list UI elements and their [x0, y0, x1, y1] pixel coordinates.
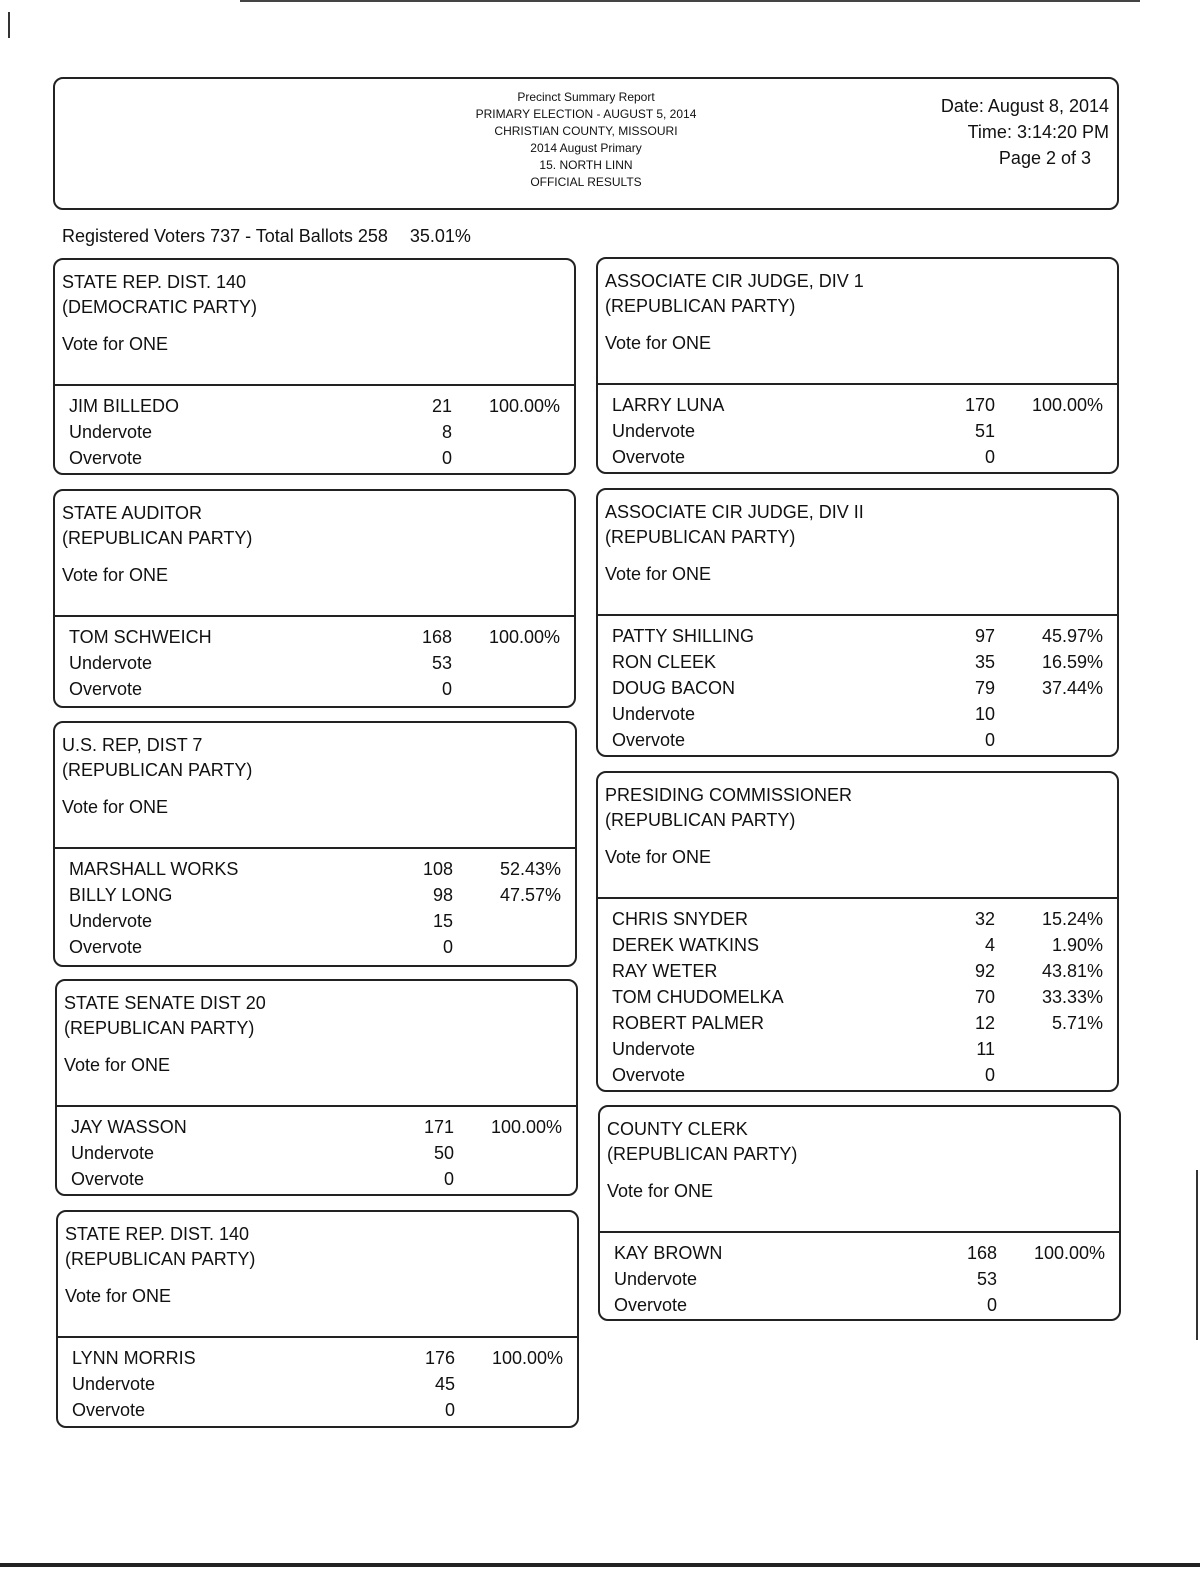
candidate-name: ROBERT PALMER	[612, 1013, 765, 1033]
vote-count: 0	[441, 448, 452, 468]
vote-instruction: Vote for ONE	[605, 564, 712, 584]
candidate-name: Undervote	[69, 653, 153, 673]
vote-percent: 43.81%	[1041, 961, 1103, 981]
result-row	[55, 419, 574, 445]
candidate-name: LARRY LUNA	[612, 395, 725, 415]
candidate-name: RAY WETER	[612, 961, 718, 981]
race-results	[57, 1107, 576, 1192]
race-office: COUNTY CLERK	[607, 1119, 748, 1139]
candidate-name: Undervote	[614, 1269, 698, 1289]
race-office: ASSOCIATE CIR JUDGE, DIV 1	[605, 271, 864, 291]
race-office: STATE REP. DIST. 140	[65, 1224, 250, 1244]
result-row	[55, 882, 575, 908]
race-results	[598, 385, 1117, 470]
race-party: (REPUBLICAN PARTY)	[605, 527, 796, 547]
race-header	[598, 773, 1117, 899]
result-row	[598, 623, 1117, 649]
vote-percent: 45.97%	[1041, 626, 1103, 646]
vote-count: 12	[974, 1013, 995, 1033]
vote-percent: 37.44%	[1041, 678, 1103, 698]
vote-count: 0	[984, 447, 995, 467]
candidate-name: DOUG BACON	[612, 678, 736, 698]
report-title: Precinct Summary Report	[517, 90, 655, 104]
vote-count: 168	[421, 627, 452, 647]
result-row	[598, 984, 1117, 1010]
race-party: (DEMOCRATIC PARTY)	[62, 297, 258, 317]
result-row	[598, 1036, 1117, 1062]
candidate-name: MARSHALL WORKS	[69, 859, 239, 879]
race-results	[600, 1233, 1119, 1318]
candidate-name: Overvote	[72, 1400, 146, 1420]
vote-count: 21	[431, 396, 452, 416]
result-row	[57, 1114, 576, 1140]
page-number: Page 2 of 3	[998, 148, 1091, 168]
result-row	[55, 445, 574, 471]
result-row	[57, 1166, 576, 1192]
results-status: OFFICIAL RESULTS	[530, 175, 642, 189]
race-results	[55, 849, 575, 960]
result-row	[55, 650, 574, 676]
race-office: U.S. REP, DIST 7	[62, 735, 203, 755]
scan-mark	[8, 12, 10, 38]
turnout-text: Registered Voters 737 - Total Ballots 258	[62, 226, 388, 246]
vote-percent: 47.57%	[499, 885, 561, 905]
result-row	[598, 675, 1117, 701]
result-row	[55, 393, 574, 419]
vote-count: 176	[424, 1348, 455, 1368]
vote-percent: 16.59%	[1041, 652, 1103, 672]
vote-percent: 100.00%	[491, 1348, 563, 1368]
vote-count: 32	[974, 909, 995, 929]
vote-count: 168	[966, 1243, 997, 1263]
race-box	[596, 488, 1119, 757]
vote-count: 0	[984, 1065, 995, 1085]
race-results	[598, 899, 1117, 1088]
vote-percent: 1.90%	[1051, 935, 1103, 955]
result-row	[598, 418, 1117, 444]
vote-count: 15	[432, 911, 453, 931]
report-time: Time: 3:14:20 PM	[967, 122, 1109, 142]
candidate-name: Overvote	[69, 679, 143, 699]
candidate-name: Overvote	[612, 1065, 686, 1085]
candidate-name: Overvote	[69, 448, 143, 468]
race-box	[596, 771, 1119, 1092]
turnout-summary	[62, 226, 471, 247]
race-party: (REPUBLICAN PARTY)	[605, 296, 796, 316]
result-row	[600, 1266, 1119, 1292]
race-office: STATE AUDITOR	[62, 503, 203, 523]
candidate-name: PATTY SHILLING	[612, 626, 755, 646]
vote-count: 92	[974, 961, 995, 981]
election-label: 2014 August Primary	[530, 141, 642, 155]
race-header	[58, 1212, 577, 1338]
vote-count: 0	[443, 1169, 454, 1189]
result-row	[598, 649, 1117, 675]
candidate-name: KAY BROWN	[614, 1243, 723, 1263]
race-party: (REPUBLICAN PARTY)	[607, 1144, 798, 1164]
vote-instruction: Vote for ONE	[62, 797, 169, 817]
vote-count: 97	[974, 626, 995, 646]
candidate-name: Undervote	[612, 1039, 696, 1059]
precinct-name: 15. NORTH LINN	[539, 158, 633, 172]
vote-percent: 100.00%	[488, 627, 560, 647]
vote-percent: 52.43%	[499, 859, 561, 879]
result-row	[600, 1292, 1119, 1318]
result-row	[55, 934, 575, 960]
vote-count: 53	[976, 1269, 997, 1289]
election-name: PRIMARY ELECTION - AUGUST 5, 2014	[475, 107, 697, 121]
race-party: (REPUBLICAN PARTY)	[62, 760, 253, 780]
result-row	[598, 906, 1117, 932]
vote-percent: 33.33%	[1041, 987, 1103, 1007]
vote-instruction: Vote for ONE	[605, 333, 712, 353]
race-box	[53, 489, 576, 708]
race-party: (REPUBLICAN PARTY)	[64, 1018, 255, 1038]
race-header	[55, 723, 575, 849]
race-party: (REPUBLICAN PARTY)	[65, 1249, 256, 1269]
race-box	[596, 257, 1119, 474]
result-row	[55, 676, 574, 702]
report-header	[53, 77, 1119, 210]
vote-count: 171	[423, 1117, 454, 1137]
vote-count: 4	[984, 935, 995, 955]
vote-count: 50	[433, 1143, 454, 1163]
race-title	[62, 733, 252, 783]
race-title	[62, 270, 257, 320]
candidate-name: Overvote	[614, 1295, 688, 1315]
result-row	[598, 958, 1117, 984]
vote-count: 0	[444, 1400, 455, 1420]
result-row	[55, 908, 575, 934]
vote-count: 98	[432, 885, 453, 905]
candidate-name: Overvote	[71, 1169, 145, 1189]
race-box	[53, 258, 576, 475]
candidate-name: TOM CHUDOMELKA	[612, 987, 784, 1007]
race-header	[598, 490, 1117, 616]
vote-instruction: Vote for ONE	[62, 334, 169, 354]
candidate-name: DEREK WATKINS	[612, 935, 760, 955]
report-meta	[941, 93, 1109, 171]
vote-count: 0	[441, 679, 452, 699]
race-title	[64, 991, 266, 1041]
race-title	[605, 783, 852, 833]
race-box	[56, 1210, 579, 1428]
vote-count: 108	[422, 859, 453, 879]
result-row	[598, 727, 1117, 753]
candidate-name: CHRIS SNYDER	[612, 909, 749, 929]
vote-count: 51	[974, 421, 995, 441]
race-box	[55, 979, 578, 1196]
candidate-name: Undervote	[612, 421, 696, 441]
candidate-name: LYNN MORRIS	[72, 1348, 196, 1368]
vote-percent: 5.71%	[1051, 1013, 1103, 1033]
candidate-name: JIM BILLEDO	[69, 396, 180, 416]
result-row	[55, 856, 575, 882]
result-row	[598, 444, 1117, 470]
vote-count: 0	[986, 1295, 997, 1315]
race-party: (REPUBLICAN PARTY)	[62, 528, 253, 548]
candidate-name: Undervote	[69, 911, 153, 931]
vote-percent: 100.00%	[490, 1117, 562, 1137]
race-results	[58, 1338, 577, 1423]
candidate-name: TOM SCHWEICH	[69, 627, 212, 647]
race-results	[55, 386, 574, 471]
scan-edge-bottom	[0, 1563, 1200, 1567]
race-header	[55, 260, 574, 386]
race-title	[65, 1222, 255, 1272]
vote-count: 0	[984, 730, 995, 750]
vote-count: 8	[441, 422, 452, 442]
candidate-name: Overvote	[69, 937, 143, 957]
race-results	[598, 616, 1117, 753]
vote-count: 45	[434, 1374, 455, 1394]
result-row	[58, 1371, 577, 1397]
candidate-name: Undervote	[72, 1374, 156, 1394]
race-title	[607, 1117, 797, 1167]
candidate-name: JAY WASSON	[71, 1117, 187, 1137]
result-row	[598, 932, 1117, 958]
race-header	[600, 1107, 1119, 1233]
result-row	[598, 392, 1117, 418]
race-results	[55, 617, 574, 702]
result-row	[55, 624, 574, 650]
vote-percent: 100.00%	[1033, 1243, 1105, 1263]
candidate-name: Undervote	[69, 422, 153, 442]
vote-count: 11	[976, 1039, 995, 1059]
vote-percent: 15.24%	[1041, 909, 1103, 929]
county-name: CHRISTIAN COUNTY, MISSOURI	[494, 124, 678, 138]
vote-count: 53	[431, 653, 452, 673]
vote-instruction: Vote for ONE	[62, 565, 169, 585]
race-title	[62, 501, 252, 551]
race-office: STATE SENATE DIST 20	[64, 993, 266, 1013]
vote-count: 10	[974, 704, 995, 724]
vote-percent: 100.00%	[488, 396, 560, 416]
race-header	[598, 259, 1117, 385]
race-title	[605, 500, 864, 550]
result-row	[58, 1397, 577, 1423]
vote-count: 170	[964, 395, 995, 415]
result-row	[58, 1345, 577, 1371]
result-row	[598, 1010, 1117, 1036]
vote-count: 0	[442, 937, 453, 957]
report-date: Date: August 8, 2014	[940, 96, 1109, 116]
vote-instruction: Vote for ONE	[65, 1286, 172, 1306]
candidate-name: Overvote	[612, 730, 686, 750]
race-office: STATE REP. DIST. 140	[62, 272, 247, 292]
vote-count: 79	[974, 678, 995, 698]
candidate-name: BILLY LONG	[69, 885, 173, 905]
scan-edge-top	[240, 0, 1140, 2]
candidate-name: RON CLEEK	[612, 652, 717, 672]
vote-instruction: Vote for ONE	[605, 847, 712, 867]
race-header	[57, 981, 576, 1107]
vote-instruction: Vote for ONE	[607, 1181, 714, 1201]
candidate-name: Undervote	[71, 1143, 155, 1163]
race-office: ASSOCIATE CIR JUDGE, DIV II	[605, 502, 864, 522]
race-title	[605, 269, 864, 319]
result-row	[57, 1140, 576, 1166]
vote-percent: 100.00%	[1031, 395, 1103, 415]
candidate-name: Overvote	[612, 447, 686, 467]
scan-edge-right	[1196, 1170, 1198, 1340]
result-row	[600, 1240, 1119, 1266]
race-box	[53, 721, 577, 967]
race-box	[598, 1105, 1121, 1321]
result-row	[598, 1062, 1117, 1088]
vote-instruction: Vote for ONE	[64, 1055, 171, 1075]
vote-count: 35	[974, 652, 995, 672]
vote-count: 70	[974, 987, 995, 1007]
candidate-name: Undervote	[612, 704, 696, 724]
race-office: PRESIDING COMMISSIONER	[605, 785, 853, 805]
turnout-percent: 35.01%	[409, 226, 471, 246]
race-header	[55, 491, 574, 617]
result-row	[598, 701, 1117, 727]
race-party: (REPUBLICAN PARTY)	[605, 810, 796, 830]
